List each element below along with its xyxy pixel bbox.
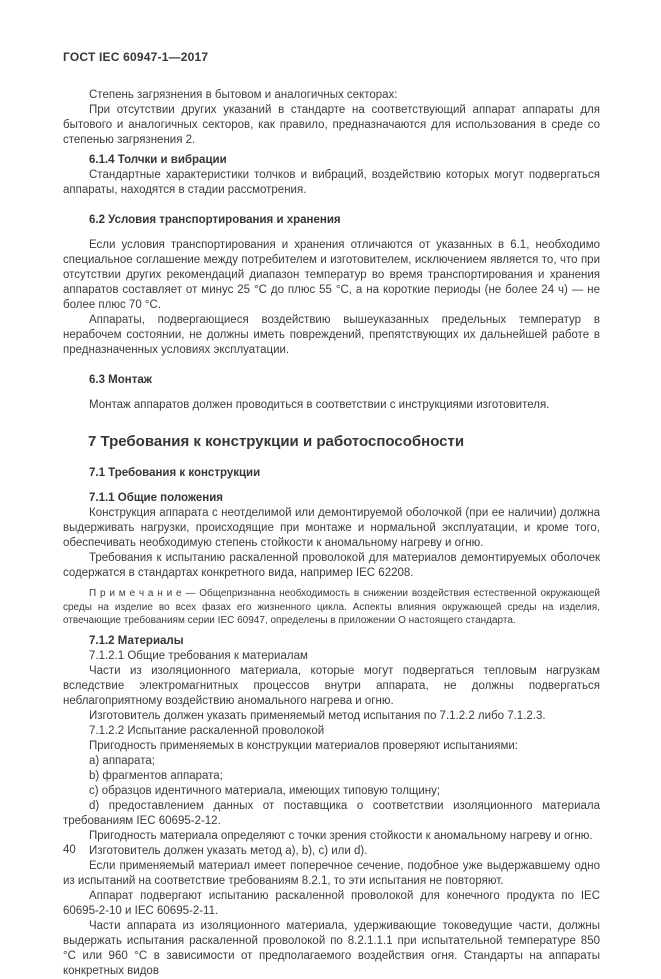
paragraph-insulating-parts: Части из изоляционного материала, которые могут подвергаться тепловым нагрузкам вследствие электромагнитных процессов внутри аппарата, не должны подвергаться неблагоприятному воздействию аномального нагрева и огню. — [63, 664, 600, 707]
paragraph-pollution-sectors: Степень загрязнения в бытовом и аналогичных секторах: — [89, 89, 398, 101]
paragraph-cross-section: Если применяемый материал имеет поперечное сечение, подобное уже выдержавшему одно из испытаний на соответствие требованиям 8.2.1, то эти испытания не повторяют. — [63, 859, 600, 887]
list-item-a: a) аппарата; — [89, 754, 155, 767]
heading-7-1-1: 7.1.1 Общие положения — [89, 492, 224, 504]
heading-6-2: 6.2 Условия транспортирования и хранения — [89, 214, 341, 226]
paragraph-test-method: Изготовитель должен указать применяемый метод испытания по 7.1.2.2 либо 7.1.2.3. — [89, 709, 546, 722]
paragraph-material-suitability-intro: Пригодность применяемых в конструкции материалов проверяют испытаниями: — [89, 739, 518, 752]
heading-6-3: 6.3 Монтаж — [89, 374, 152, 386]
paragraph-method-choice: Изготовитель должен указать метод a), b), c) или d). — [89, 844, 368, 857]
paragraph-mounting: Монтаж аппаратов должен проводиться в соответствии с инструкциями изготовителя. — [89, 399, 550, 411]
standard-code-header: ГОСТ IEC 60947-1—2017 — [63, 50, 209, 64]
paragraph-glow-wire-enclosures: Требования к испытанию раскаленной проволокой для материалов демонтируемых оболочек содержатся в стандартах конкретного вида, например IEC 62208. — [63, 552, 600, 579]
paragraph-transport-conditions: Если условия транспортирования и хранения отличаются от указанных в 6.1, необходимо специальное соглашение между потребителем и изготовителем, исключением является то, что при отсутствии других рекомендаций диапазон температур во время транспортирования и хранения аппаратов составляет от минус 25 °С до плюс 55 °С, а на короткие периоды (не более 24 ч) — не более плюс 70 °С. — [63, 239, 600, 311]
page-number: 40 — [63, 844, 76, 856]
subheading-7-1-2-1: 7.1.2.1 Общие требования к материалам — [89, 649, 308, 662]
paragraph-construction: Конструкция аппарата с неотделимой или демонтируемой оболочкой (при ее наличии) должна выдерживать нагрузки, происходящие при монтаже и нормальной эксплуатации, и кроме того, обеспечивать необходимую степень стойкости к аномальному нагреву и огню. — [63, 507, 600, 549]
list-item-c: c) образцов идентичного материала, имеющих типовую толщину; — [89, 784, 441, 797]
list-item-d: d) предоставлением данных от поставщика о соответствии изоляционного материала требованиям IEC 60695-2-12. — [63, 799, 600, 827]
subheading-7-1-2-2: 7.1.2.2 Испытание раскаленной проволокой — [89, 724, 325, 737]
heading-7: 7 Требования к конструкции и работоспособности — [88, 433, 465, 450]
list-item-b: b) фрагментов аппарата; — [89, 769, 223, 782]
paragraph-material-suitability: Пригодность материала определяют с точки зрения стойкости к аномальному нагреву и огню. — [89, 829, 593, 842]
paragraph-current-carrying-parts: Части аппарата из изоляционного материала, удерживающие токоведущие части, должны выдержать испытания раскаленной проволокой по 8.2.1.1.1 при испытательной температуре 850 °С или 960 °С в зависимости от предполагаемого воздействия огня. Стандарты на аппараты конкретных видов — [63, 919, 600, 977]
heading-6-1-4: 6.1.4 Толчки и вибрации — [89, 154, 227, 166]
paragraph-shock-vibration: Стандартные характеристики толчков и вибраций, воздействию которых могут подвергаться аппараты, находятся в стадии рассмотрения. — [63, 169, 600, 196]
paragraph-final-product-test: Аппарат подвергают испытанию раскаленной проволокой для конечного продукта по IEC 60695-2-10 и IEC 60695-2-11. — [63, 889, 600, 917]
note-environment: П р и м е ч а н и е — Общепризнанна необходимость в снижении воздействия естественной окружающей среды на изделие во всех фазах его жизненного цикла. Аспекты влияния окружающей среды на изделия, отвечающие требованиям серии IEC 60947, определены в приложении О настоящего стандарта. — [63, 588, 600, 626]
heading-7-1-2: 7.1.2 Материалы — [89, 634, 184, 647]
paragraph-pollution-degree-2: При отсутствии других указаний в стандарте на соответствующий аппарат аппараты для бытового и аналогичных секторов, как правило, предназначаются для использования в среде со степенью загрязнения 2. — [63, 104, 600, 146]
paragraph-temperature-limits: Аппараты, подвергающиеся воздействию вышеуказанных предельных температур в нерабочем состоянии, не должны иметь повреждений, препятствующих их дальнейшей работе в предназначенных условиях эксплуатации. — [63, 314, 600, 356]
heading-7-1: 7.1 Требования к конструкции — [89, 467, 261, 479]
